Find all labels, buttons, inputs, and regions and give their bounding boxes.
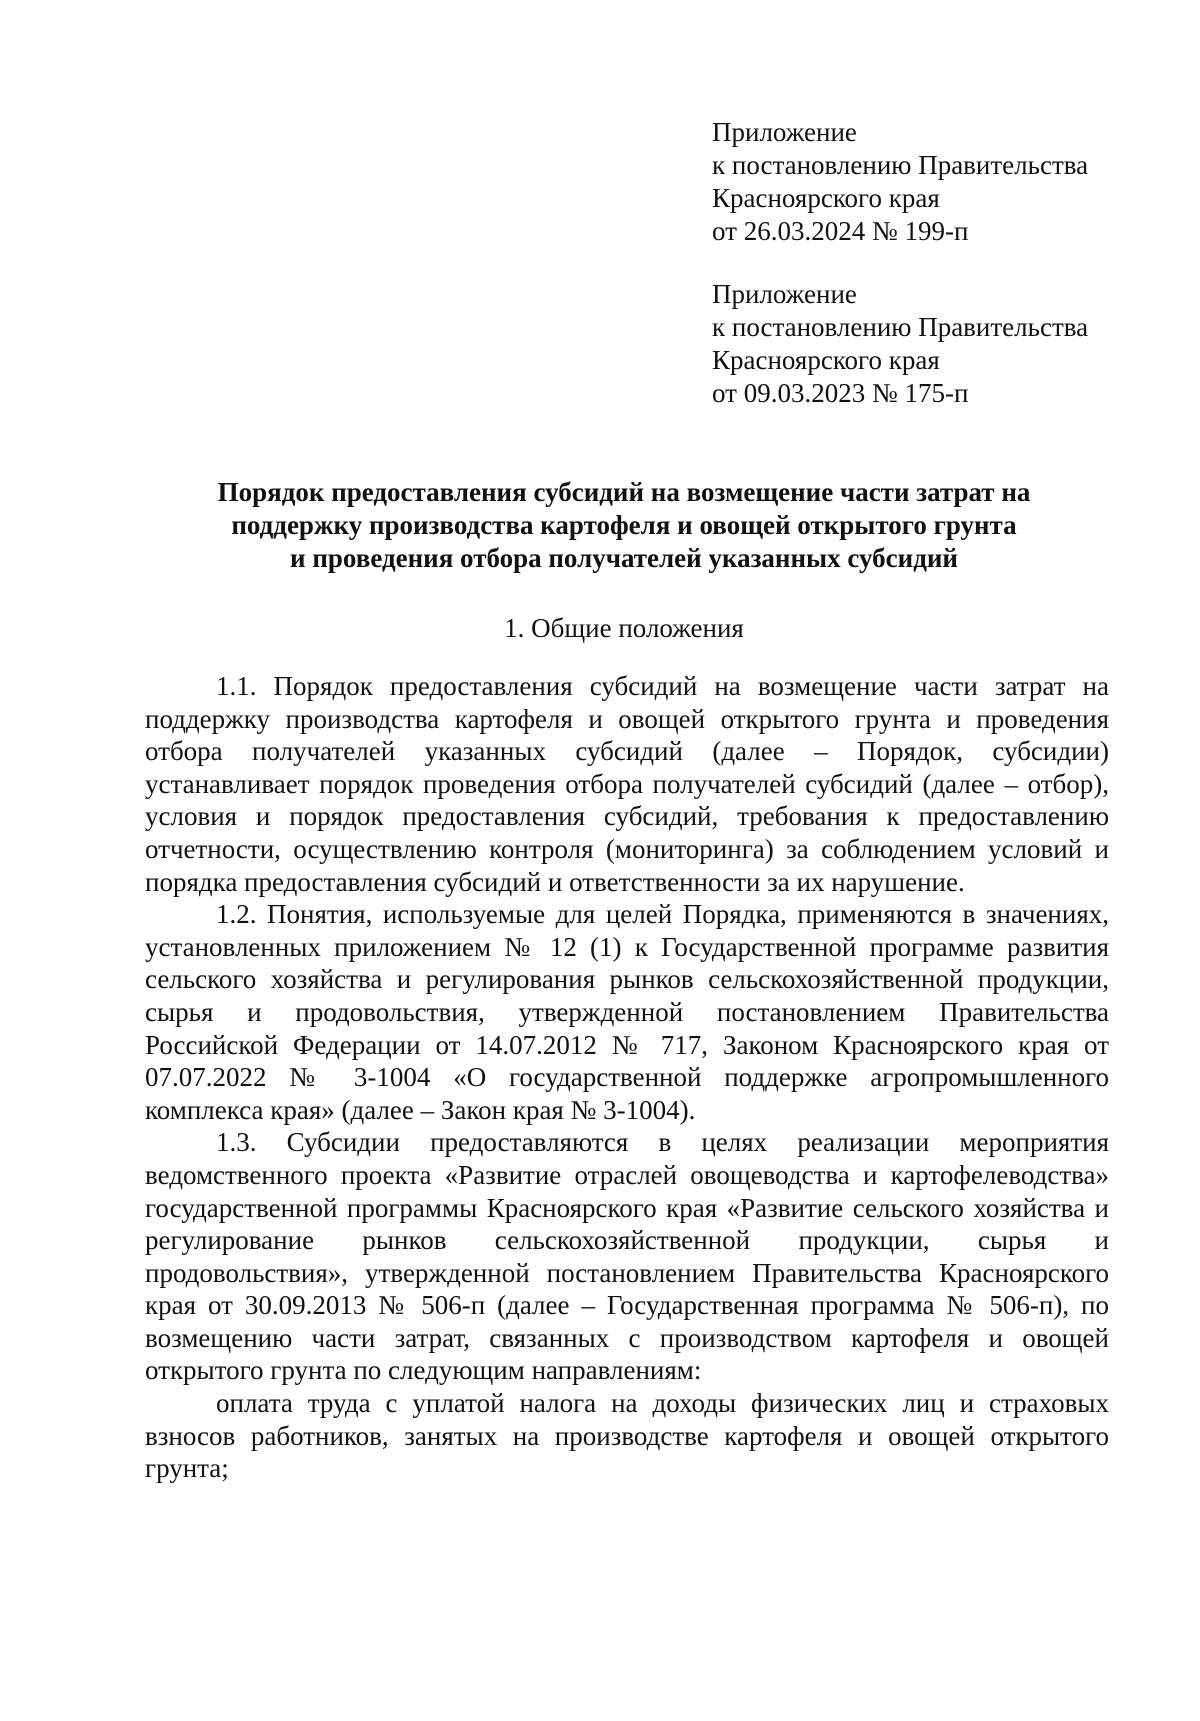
annex-label: Приложение — [712, 117, 857, 147]
title-line: и проведения отбора получателей указанных субсидий — [290, 543, 958, 573]
annex-resolution: к постановлению Правительства — [712, 150, 1089, 180]
paragraph-labor-costs: оплата труда с уплатой налога на доходы физических лиц и страховых взносов работников, занятых на производстве картофеля и овощей открытого грунта; — [145, 1388, 1109, 1484]
annex-date-number: от 26.03.2024 № 199-п — [712, 216, 969, 246]
annex-resolution: к постановлению Правительства — [712, 312, 1089, 342]
annex-original-reference — [712, 278, 1152, 410]
annex-region: Красноярского края — [712, 345, 940, 375]
paragraph-1-3: 1.3. Субсидии предоставляются в целях реализации мероприятия ведомственного проекта «Развитие отраслей овощеводства и картофелеводства» государственной программы Красноярского края «Развитие сельского хозяйства и регулирование рынков сельскохозяйственной продукции, сырья и продовольствия», утвержденной постановлением Правительства Красноярского края от 30.09.2013 № 506-п (далее – Государственная программа № 506-п), по возмещению части затрат, связанных с производством картофеля и овощей открытого грунта по следующим направлениям: — [145, 1127, 1109, 1386]
document-title — [140, 476, 1108, 575]
paragraph-1-1: 1.1. Порядок предоставления субсидий на возмещение части затрат на поддержку производства картофеля и овощей открытого грунта и проведения отбора получателей указанных субсидий (далее – Порядок, субсидии) устанавливает порядок проведения отбора получателей субсидий (далее – отбор), условия и порядок предоставления субсидий, требования к предоставлению отчетности, осуществлению контроля (мониторинга) за соблюдением условий и порядка предоставления субсидий и ответственности за их нарушение. — [145, 671, 1109, 897]
annex-date-number: от 09.03.2023 № 175-п — [712, 378, 969, 408]
title-line: поддержку производства картофеля и овощей открытого грунта — [231, 510, 1017, 540]
title-line: Порядок предоставления субсидий на возмещение части затрат на — [217, 477, 1031, 507]
annex-current-reference — [712, 116, 1152, 248]
annex-region: Красноярского края — [712, 183, 940, 213]
annex-label: Приложение — [712, 279, 857, 309]
document-body — [145, 670, 1109, 1485]
paragraph-1-2: 1.2. Понятия, используемые для целей Порядка, применяются в значениях, установленных приложением № 12 (1) к Государственной программе развития сельского хозяйства и регулирования рынков сельскохозяйственной продукции, сырья и продовольствия, утвержденной постановлением Правительства Российской Федерации от 14.07.2012 № 717, Законом Красноярского края от 07.07.2022 № 3-1004 «О государственной поддержке агропромышленного комплекса края» (далее – Закон края № 3-1004). — [145, 899, 1109, 1125]
section-heading: 1. Общие положения — [504, 613, 744, 643]
